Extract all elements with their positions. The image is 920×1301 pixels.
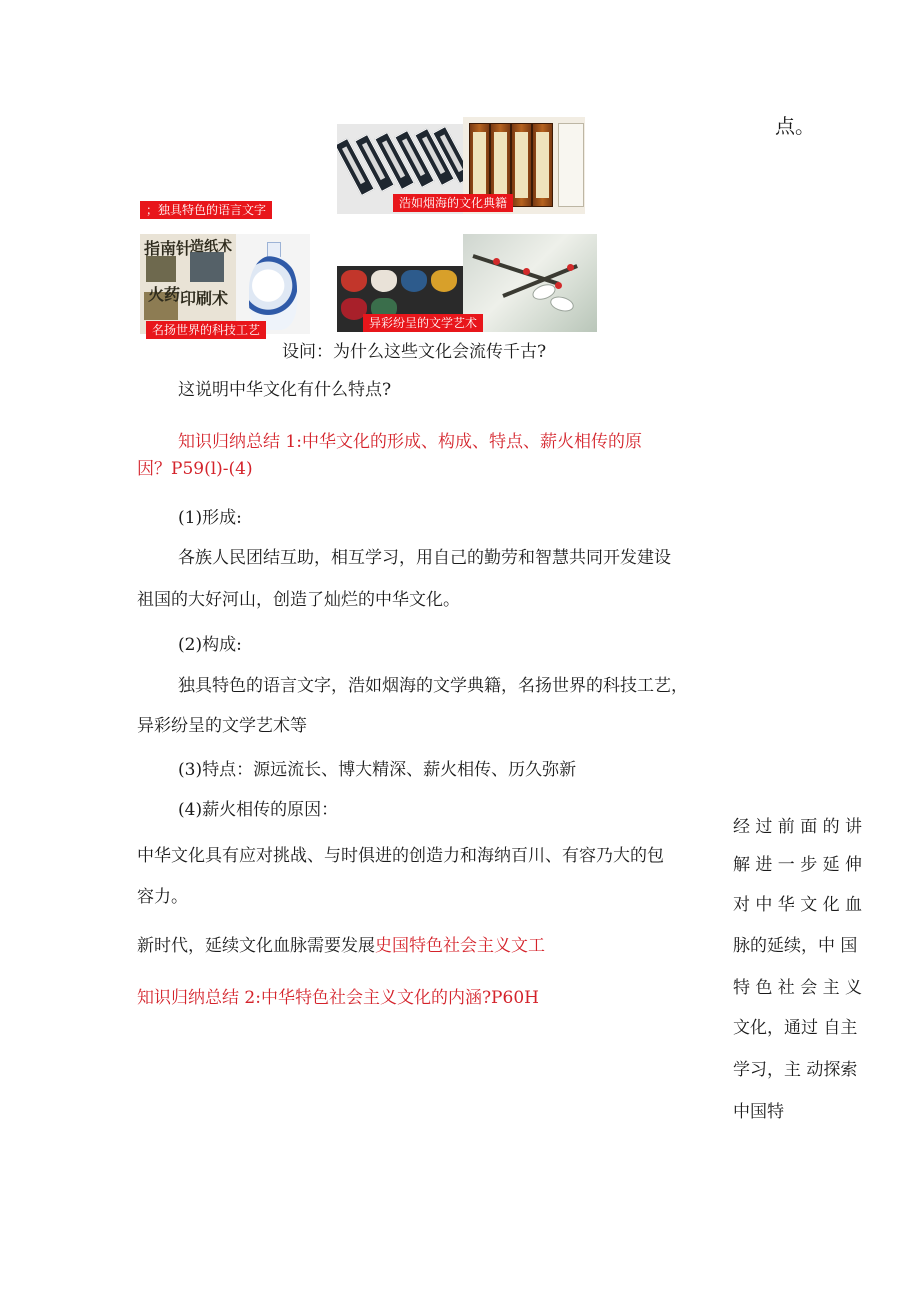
label-art: 异彩纷呈的文学艺术 [363,314,483,332]
gunpowder-text: 火药 [148,285,181,304]
section2-line2: 异彩纷呈的文学艺术等 [137,716,307,736]
section2-line1: 独具特色的语言文字，浩如烟海的文学典籍，名扬世界的科技工艺， [178,676,688,696]
side-line: 经 过 前 面 的 讲 [733,817,863,837]
mask-item [371,270,397,292]
label-classics: 浩如烟海的文化典籍 [393,194,513,212]
mask-item [401,270,427,292]
summary1-line1: 知识归纳总结 1:中华文化的形成、构成、特点、薪火相传的原 [178,432,642,452]
book-item [511,123,532,207]
crane [550,295,574,312]
section1-line2: 祖国的大好河山，创造了灿烂的中华文化。 [137,590,460,610]
compass-tile [146,256,176,282]
side-line: 特 色 社 会 主 义 [733,978,863,998]
corner-text: 点。 [775,114,815,138]
blossom [493,258,500,265]
compass-text: 指南针 [144,239,193,258]
porcelain-vase-picture [236,234,310,334]
cranes-painting-picture [463,234,597,332]
side-line: 脉的延续，中 国 [733,936,858,956]
blossom [567,264,574,271]
question-why: 设问：为什么这些文化会流传千古? [282,342,547,362]
new-era-highlight: 史国特色社会主义文工 [375,936,545,956]
section2-title: (2)构成: [178,635,242,655]
label-tech: 名扬世界的科技工艺 [146,321,266,339]
side-line: 学习，主 动探索 [733,1060,858,1080]
vase-body [249,256,297,330]
side-line: 中国特 [733,1102,784,1122]
mask-item [431,270,457,292]
section3-features: (3)特点：源远流长、博大精深、薪火相传、历久弥新 [178,760,577,780]
book-item [558,123,584,207]
four-inventions-picture [140,234,236,334]
paper-text: 造纸术 [190,239,232,255]
question-features: 这说明中华文化有什么特点? [178,380,392,400]
summary2: 知识归纳总结 2:中华特色社会主义文化的内涵?P60H [137,988,539,1008]
blossom [555,282,562,289]
new-era-line [137,933,545,959]
mask-item [341,270,367,292]
section1-title: (1)形成: [178,508,242,528]
label-language: ；独具特色的语言文字 [140,201,272,219]
book-item [532,123,553,207]
paper-tile [190,252,224,282]
section4-title: (4)薪火相传的原因： [178,800,339,820]
section1-line1: 各族人民团结互助，相互学习，用自己的勤劳和智慧共同开发建设 [178,548,671,568]
summary1-line2: 因？P59(l)-(4) [137,459,253,479]
section4-line2: 容力。 [137,887,188,907]
section4-line1: 中华文化具有应对挑战、与时俱进的创造力和海纳百川、有容乃大的包 [137,846,664,866]
blossom [523,268,530,275]
side-line: 对 中 华 文 化 血 [733,895,863,915]
printing-text: 印刷术 [180,289,229,308]
side-line: 文化，通过 自主 [733,1018,858,1038]
side-line: 解 进 一 步 延 伸 [733,855,863,875]
new-era-text: 新时代，延续文化血脉需要发展 [137,936,375,956]
branch [472,254,559,286]
